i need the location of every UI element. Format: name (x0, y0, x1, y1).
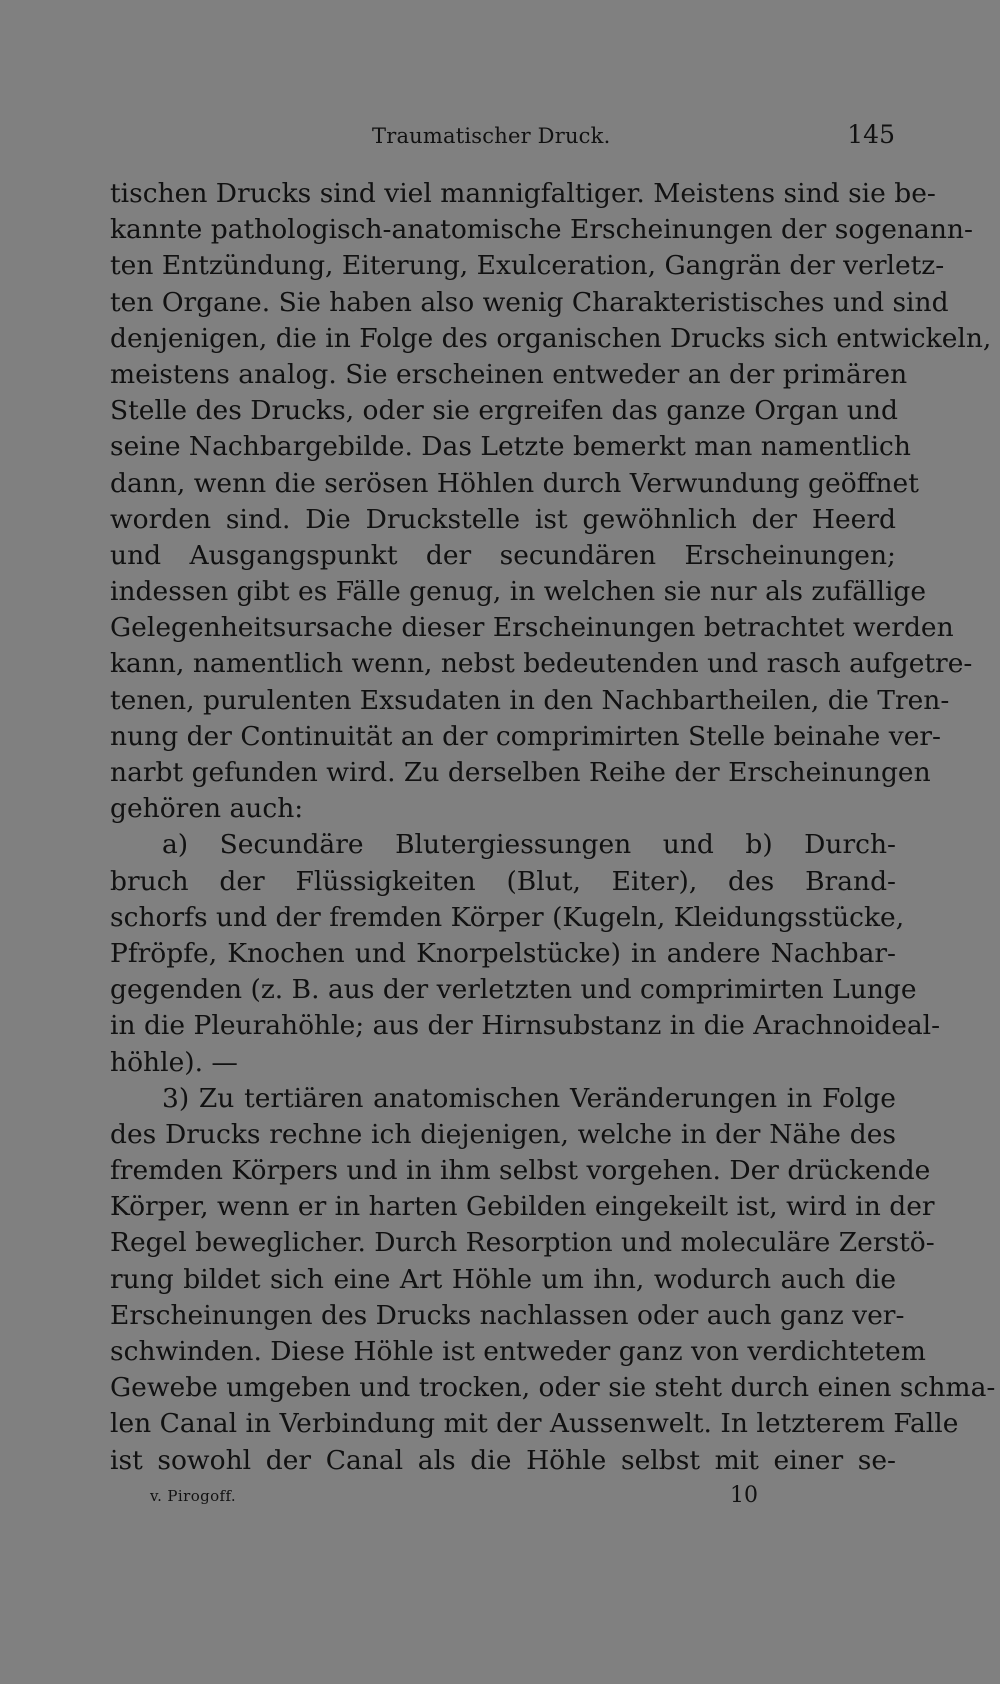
text-line: ist sowohl der Canal als die Höhle selbst mit einer se- (110, 1444, 896, 1476)
text-line: Erscheinungen des Drucks nachlassen oder auch ganz ver- (110, 1299, 905, 1331)
text-line: Stelle des Drucks, oder sie ergreifen das ganze Organ und (110, 395, 898, 427)
page-footer (150, 1483, 760, 1513)
text-line: len Canal in Verbindung mit der Aussenwelt. In letzterem Falle (110, 1408, 959, 1440)
text-line: meistens analog. Sie erscheinen entweder an der primären (110, 358, 908, 390)
text-line: gehören auch: (110, 793, 304, 825)
text-line: gegenden (z. B. aus der verletzten und comprimirten Lunge (110, 974, 917, 1006)
running-head (110, 118, 895, 158)
text-line: Körper, wenn er in harten Gebilden eingekeilt ist, wird in der (110, 1191, 935, 1223)
text-line: schwinden. Diese Höhle ist entweder ganz von verdichtetem (110, 1336, 926, 1367)
text-line: Pfröpfe, Knochen und Knorpelstücke) in andere Nachbar- (110, 937, 896, 969)
body-text (110, 176, 996, 1479)
text-line: denjenigen, die in Folge des organischen Drucks sich entwickeln, (110, 322, 992, 354)
signature-mark: v. Pirogoff. (150, 1487, 237, 1505)
text-line: ten Organe. Sie haben also wenig Charakteristisches und sind (110, 286, 949, 318)
text-line: schorfs und der fremden Körper (Kugeln, Kleidungsstücke, (110, 901, 905, 933)
running-title: Traumatischer Druck. (372, 124, 611, 148)
text-line: dann, wenn die serösen Höhlen durch Verwundung geöffnet (110, 467, 919, 499)
text-line: narbt gefunden wird. Zu derselben Reihe der Erscheinungen (110, 757, 931, 788)
page-number: 145 (847, 120, 895, 149)
text-line: kann, namentlich wenn, nebst bedeutenden und rasch aufgetre- (110, 648, 973, 680)
text-line: fremden Körpers und in ihm selbst vorgehen. Der drückende (110, 1155, 931, 1187)
text-line: indessen gibt es Fälle genug, in welchen sie nur als zufällige (110, 576, 927, 608)
text-line: höhle). — (110, 1046, 238, 1078)
text-line: kannte pathologisch-anatomische Erscheinungen der sogenann- (110, 214, 973, 246)
text-line: und Ausgangspunkt der secundären Erscheinungen; (110, 539, 896, 571)
text-line: des Drucks rechne ich diejenigen, welche in der Nähe des (110, 1118, 896, 1150)
text-line: in die Pleurahöhle; aus der Hirnsubstanz in die Arachnoideal- (110, 1010, 941, 1042)
sheet-number: 10 (730, 1483, 758, 1508)
text-line: 3) Zu tertiären anatomischen Veränderungen in Folge (162, 1082, 896, 1114)
text-line: nung der Continuität an der comprimirten Stelle beinahe ver- (110, 720, 942, 752)
text-line: worden sind. Die Druckstelle ist gewöhnlich der Heerd (110, 503, 896, 535)
text-line: rung bildet sich eine Art Höhle um ihn, wodurch auch die (110, 1263, 896, 1295)
text-line: Regel beweglicher. Durch Resorption und moleculäre Zerstö- (110, 1227, 935, 1259)
text-line: tischen Drucks sind viel mannigfaltiger. Meistens sind sie be- (110, 178, 936, 209)
text-line: a) Secundäre Blutergiessungen und b) Durch- (162, 829, 896, 861)
text-line: ten Entzündung, Eiterung, Exulceration, Gangrän der verletz- (110, 250, 945, 282)
text-line: Gelegenheitsursache dieser Erscheinungen betrachtet werden (110, 612, 954, 644)
text-line: seine Nachbargebilde. Das Letzte bemerkt man namentlich (110, 431, 911, 463)
text-line: tenen, purulenten Exsudaten in den Nachbartheilen, die Tren- (110, 684, 950, 716)
text-line: bruch der Flüssigkeiten (Blut, Eiter), des Brand- (110, 865, 896, 897)
text-line: Gewebe umgeben und trocken, oder sie steht durch einen schma- (110, 1372, 996, 1404)
